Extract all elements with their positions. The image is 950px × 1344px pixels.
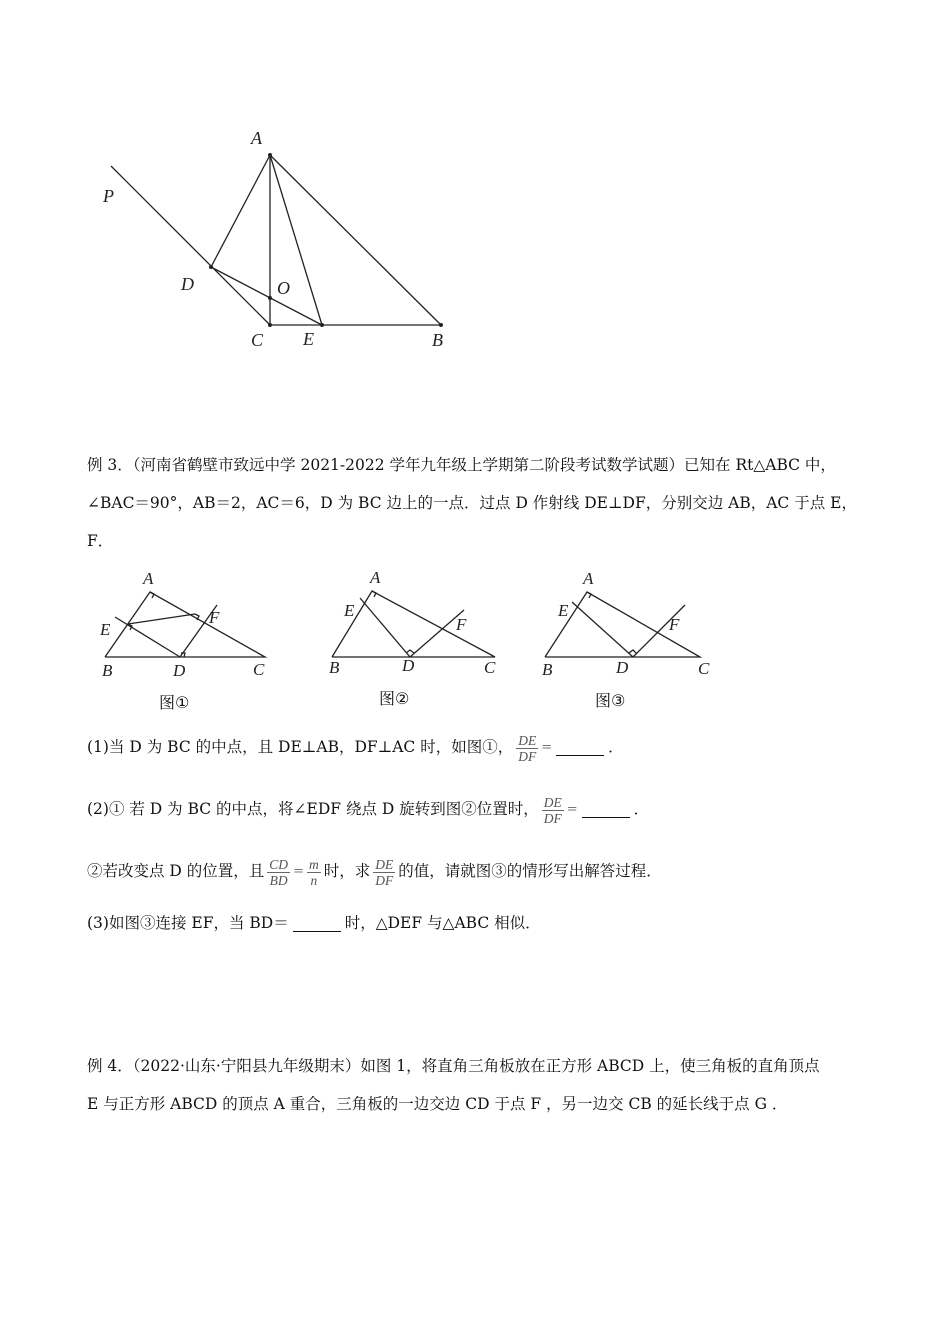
svg-text:C: C (253, 660, 265, 679)
ex4-line-1: 例 4．（2022·山东·宁阳县九年级期末）如图 1，将直角三角板放在正方形 ABCD 上，使三角板的直角顶点 (87, 1057, 820, 1075)
svg-text:E: E (344, 601, 355, 620)
svg-text:E: E (558, 601, 569, 620)
ex3-figure-3 (535, 565, 725, 715)
answer-blank-q1[interactable] (556, 741, 604, 756)
svg-text:D: D (616, 658, 629, 677)
svg-text:C: C (698, 659, 710, 678)
svg-text:A: A (143, 569, 154, 588)
fig-caption-3: 图③ (595, 691, 626, 710)
label-c: C (251, 330, 264, 350)
svg-text:D: D (173, 661, 186, 680)
fig-caption-2: 图② (379, 689, 410, 708)
frac-de-df: $\frac{DE}{DF}$ (518, 732, 537, 764)
svg-text:C: C (484, 658, 496, 677)
svg-text:B: B (329, 658, 340, 677)
ex4-line-2: E 与正方形 ABCD 的顶点 A 重合，三角板的一边交边 CD 于点 F ，另一边交 CB 的延长线于点 G ． (87, 1095, 788, 1113)
ex3-figure-2 (322, 563, 512, 713)
label-d: D (181, 274, 194, 294)
segment-ad (211, 155, 270, 267)
label-o: O (277, 278, 290, 298)
ex3-line-2: ∠BAC＝90°，AB＝2，AC＝6，D 为 BC 边上的一点．过点 D 作射线 DE⊥DF，分别交边 AB，AC 于点 E， (87, 494, 857, 512)
segment-pc (111, 166, 270, 325)
svg-text:B: B (102, 661, 113, 680)
svg-text:F: F (209, 608, 220, 627)
ex3-line-3: F． (87, 532, 114, 550)
svg-text:A: A (370, 568, 381, 587)
label-a: A (251, 128, 262, 148)
svg-text:D: D (402, 656, 415, 675)
label-b: B (432, 330, 443, 350)
ex3-q3: (3)如图③连接 EF，当 BD＝ 时，△DEF 与△ABC 相似． (87, 914, 541, 932)
ex3-line-1: 例 3．（河南省鹤壁市致远中学 2021-2022 学年九年级上学期第二阶段考试数学试题）已知在 Rt△ABC 中， (87, 456, 836, 474)
svg-text:F: F (456, 615, 467, 634)
answer-blank-q3[interactable] (293, 917, 341, 932)
svg-text:E: E (100, 620, 111, 639)
answer-blank-q2[interactable] (582, 803, 630, 818)
svg-text:A: A (583, 569, 594, 588)
svg-text:B: B (542, 660, 553, 679)
label-p: P (103, 186, 114, 206)
label-e: E (303, 329, 314, 349)
ex3-figure-1 (95, 565, 285, 715)
segment-de (211, 267, 322, 325)
ex3-q2b: ②若改变点 D 的位置，且 $\frac{CD}{BD}$ = $\frac{m}{n}$ 时，求 $\frac{DE}{DF}$ 的值，请就图③的情形写出解答过程． (87, 856, 662, 888)
top-geometry-figure (95, 120, 465, 360)
ex3-q1: (1)当 D 为 BC 的中点，且 DE⊥AB，DF⊥AC 时，如图①， $\frac{DE}{DF}$ = ． (87, 732, 624, 764)
svg-text:F: F (669, 615, 680, 634)
ex3-q2: (2)① 若 D 为 BC 的中点，将∠EDF 绕点 D 旋转到图②位置时， $\frac{DE}{DF}$ = ． (87, 794, 650, 826)
fig-caption-1: 图① (159, 693, 190, 712)
